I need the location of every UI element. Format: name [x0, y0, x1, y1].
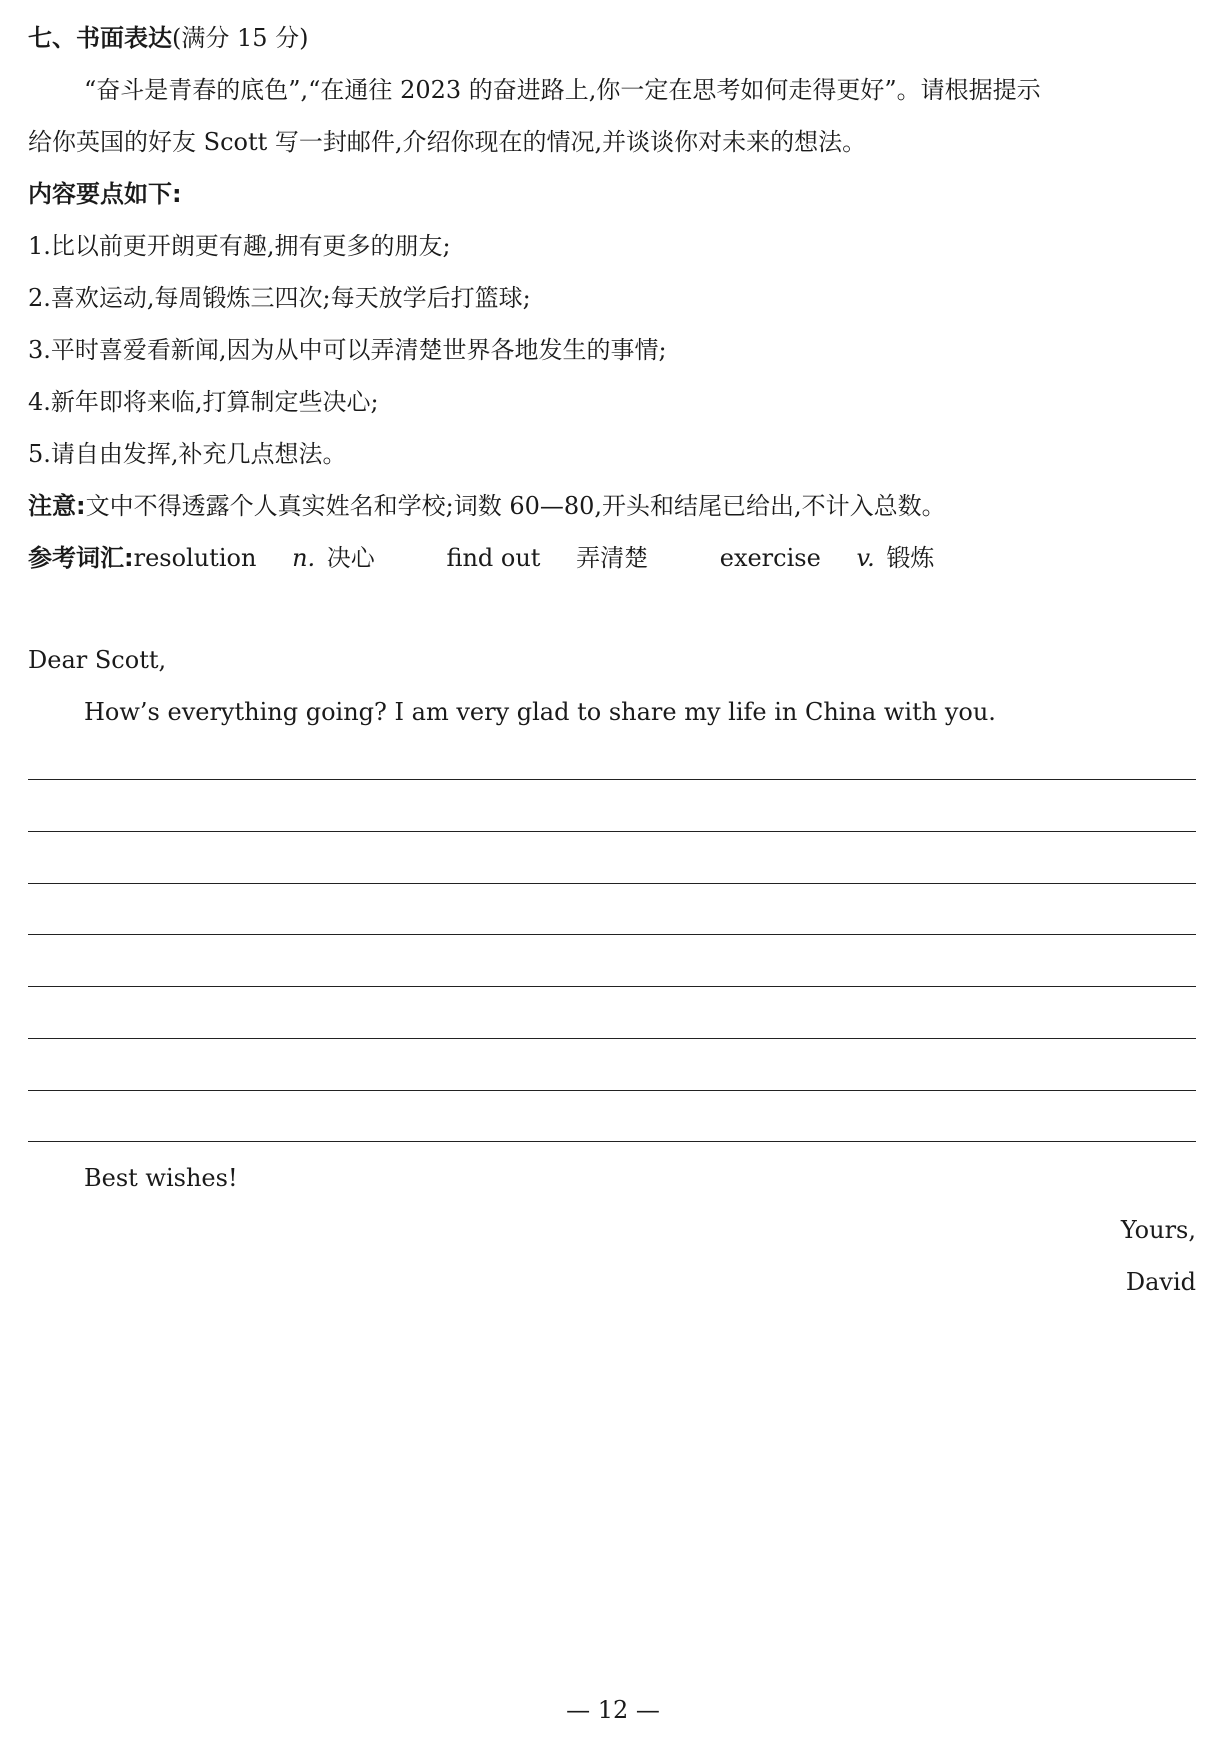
note-line [28, 490, 946, 522]
vocab-word: find out [446, 544, 541, 572]
point-item: 2.喜欢运动,每周锻炼三四次;每天放学后打篮球; [28, 284, 531, 312]
section-title: 七、书面表达 [28, 24, 172, 52]
writing-line[interactable] [28, 1141, 1196, 1142]
writing-line[interactable] [28, 779, 1196, 780]
vocab-meaning: 锻炼 [886, 544, 935, 572]
point-item: 1.比以前更开朗更有趣,拥有更多的朋友; [28, 232, 451, 260]
prompt-line-1: “奋斗是青春的底色”,“在通往 2023 的奋进路上,你一定在思考如何走得更好”。请根据提示 [84, 76, 1041, 104]
points-heading: 内容要点如下: [28, 180, 182, 208]
prompt-line-2: 给你英国的好友 Scott 写一封邮件,介绍你现在的情况,并谈谈你对未来的想法。 [28, 128, 867, 156]
point-item: 5.请自由发挥,补充几点想法。 [28, 440, 347, 468]
writing-line[interactable] [28, 934, 1196, 935]
page-number: — 12 — [566, 1696, 660, 1724]
vocab-pos: n. [292, 544, 316, 572]
letter-name: David [1125, 1268, 1196, 1296]
vocab-pos: v. [856, 544, 875, 572]
vocab-word: exercise [719, 544, 821, 572]
vocab-label: 参考词汇: [28, 544, 134, 572]
section-heading [28, 22, 309, 54]
note-label: 注意: [28, 492, 86, 520]
vocab-line [28, 542, 934, 574]
point-item: 4.新年即将来临,打算制定些决心; [28, 388, 379, 416]
letter-closing: Best wishes! [84, 1164, 238, 1192]
vocab-meaning: 弄清楚 [576, 544, 649, 572]
letter-opening: How’s everything going? I am very glad to share my life in China with you. [84, 698, 996, 726]
vocab-meaning: 决心 [326, 544, 375, 572]
note-text: 文中不得透露个人真实姓名和学校;词数 60—80,开头和结尾已给出,不计入总数。 [85, 492, 946, 520]
writing-line[interactable] [28, 1090, 1196, 1091]
point-item: 3.平时喜爱看新闻,因为从中可以弄清楚世界各地发生的事情; [28, 336, 667, 364]
section-score: (满分 15 分) [172, 24, 309, 52]
writing-line[interactable] [28, 831, 1196, 832]
writing-line[interactable] [28, 986, 1196, 987]
writing-line[interactable] [28, 1038, 1196, 1039]
letter-greeting: Dear Scott, [28, 646, 167, 674]
writing-line[interactable] [28, 883, 1196, 884]
letter-signoff: Yours, [1120, 1216, 1196, 1244]
vocab-word: resolution [133, 544, 257, 572]
